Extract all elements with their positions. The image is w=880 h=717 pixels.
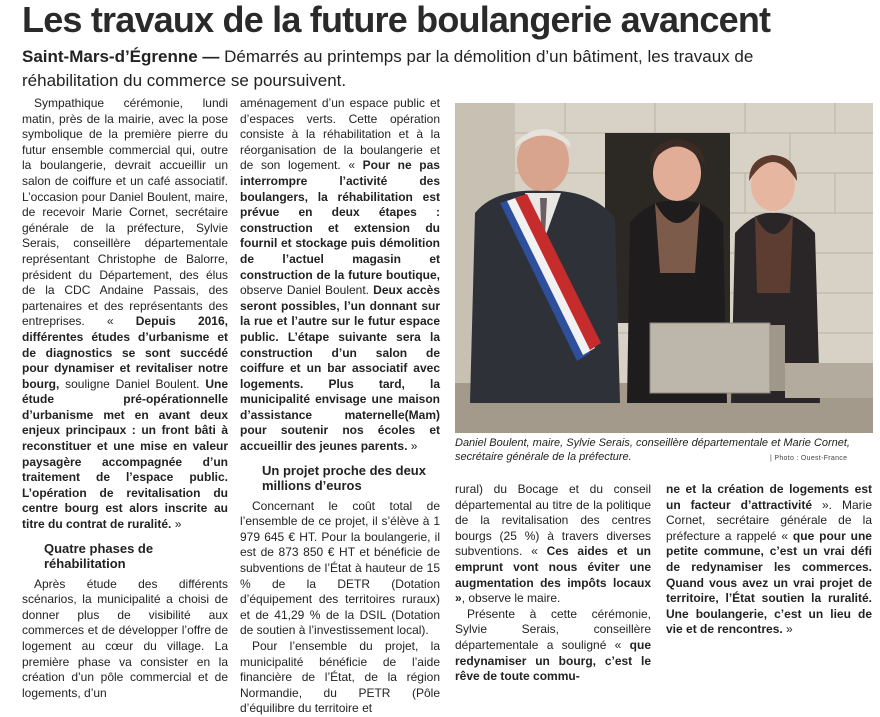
text-run: Sympathique cérémonie, lundi matin, près de la mairie, avec la pose symbolique de la première pierre du futur ensemble commercial qui, outre la boulangerie, devrait accueillir un salon de coiffure et un café associatif. L’occasion pour Daniel Boulent, maire, de recevoir Marie Cornet, secrétaire générale de la préfecture, Sylvie Serais, conseillère départementale représentant Christophe de Balorre, président du Département, des élus de la CDC Andaine Passais, des partenaires et des représentants des entreprises. « xyxy=(22,96,228,329)
paragraph: Pour l’ensemble du projet, la municipalité bénéficie de l’aide financière de l’État, de la région Normandie, du PETR (Pôle d’équilibre du territoire et xyxy=(240,639,440,716)
quote-run: Deux accès seront possibles, l’un donnant sur la rue et l’autre sur le futur espace public. L’étape suivante sera la construction d’un salon de coiffure et un bar associatif avec logements. Plus tard, la municipalité envisage une maison d’assistance maternelle(Mam) pour soutenir nos écoles et accueillir des jeunes parents. xyxy=(240,283,440,454)
text-run: souligne Daniel Boulent. xyxy=(59,376,200,391)
quote-run: ne et la création de logements est un facteur d’attractivité xyxy=(666,482,872,512)
text-run: » xyxy=(171,517,182,532)
article-column-2 xyxy=(240,96,440,717)
text-run: , observe le maire. xyxy=(461,591,561,606)
standfirst-place: Saint-Mars-d’Égrenne — xyxy=(22,47,220,66)
article-column-1 xyxy=(22,96,228,701)
photo-credit: | Photo : Ouest-France xyxy=(770,455,848,462)
subheading-budget: Un projet proche des deux millions d’euros xyxy=(262,462,426,493)
article-photo xyxy=(455,103,873,433)
paragraph xyxy=(666,482,872,638)
quote-run: que redynamiser un bourg, c’est le rêve de toute commu- xyxy=(455,637,651,684)
paragraph: Concernant le coût total de l’ensemble de ce projet, il s’élève à 1 979 645 € HT. Pour la boulangerie, il est de 873 850 € HT et bénéficie de subventions de l’État à hauteur de 15 % de la DETR (Dotation d’équipement des territoires ruraux) et de 41,29 % de la DSIL (Dotation de soutien à l’investissement local). xyxy=(240,498,440,638)
quote-run: que pour une petite commune, c’est un vrai défi de redynamiser les commerces. Quand vous avez un vrai projet de territoire, l’État soutien la ruralité. Une boulangerie, c’est un lieu de vie et de rencontres. xyxy=(666,528,872,637)
article-column-3 xyxy=(455,482,651,685)
headline: Les travaux de la future boulangerie avancent xyxy=(22,0,771,40)
quote-run: Ces aides et un emprunt vont nous éviter une augmentation des impôts locaux » xyxy=(455,544,651,606)
photo-caption: Daniel Boulent, maire, Sylvie Serais, conseillère départementale et Marie Cornet, secrétaire générale de la préfecture. xyxy=(455,437,850,463)
paragraph xyxy=(455,607,651,685)
paragraph: Après étude des différents scénarios, la municipalité a choisi de donner plus de visibilité aux commerces et de développer l’offre de logement au cœur du village. La première phase va consister en la création d’un pôle commercial et de logements, d’un xyxy=(22,576,228,700)
paragraph xyxy=(455,482,651,607)
quote-run: Pour ne pas interrompre l’activité des boulangers, la réhabilitation est prévue en deux étapes : construction et extension du fournil et stockage puis démolition de l’actuel magasin et construction de la future boutique, xyxy=(240,158,440,282)
photo-illustration xyxy=(455,103,873,433)
paragraph xyxy=(240,96,440,455)
text-run: Présente à cette cérémonie, Sylvie Serais, conseillère départementale a souligné « xyxy=(455,606,651,652)
standfirst-text: Démarrés au printemps par la démolition d’un bâtiment, les travaux de réhabilitation du commerce se poursuivent. xyxy=(22,47,754,90)
text-run: aménagement d’un espace public et d’espaces verts. Cette opération consiste à la réhabilitation et à la réorganisation de la boulangerie et de son logement. « xyxy=(240,96,440,173)
subheading-phases: Quatre phases de réhabilitation xyxy=(44,540,154,571)
quote-run: Une étude pré-opérationnelle d’urbanisme met en avant deux enjeux principaux : un front bâti à reconstituer et une mise en valeur paysagère accompagnée d’un traitement de l’espace public. L’opération de revitalisation du centre bourg est alors inscrite au titre du contrat de ruralité. xyxy=(22,376,228,532)
quote-run: Depuis 2016, différentes études d’urbanisme et de diagnostics se sont succédé pour dynamiser et revitaliser notre bourg, xyxy=(22,314,228,391)
text-run: » xyxy=(407,439,418,454)
text-run: ». Marie Cornet, secrétaire générale de la préfecture a rappelé « xyxy=(666,497,873,543)
text-run: rural) du Bocage et du conseil départemental au titre de la politique de la revitalisation des centres bourgs (25 %) à travers diverses subventions. « xyxy=(455,482,651,559)
text-run: » xyxy=(782,622,793,637)
text-run: observe Daniel Boulent. xyxy=(240,283,370,298)
paragraph xyxy=(22,96,228,533)
standfirst xyxy=(22,45,782,93)
article-column-4 xyxy=(666,482,872,638)
